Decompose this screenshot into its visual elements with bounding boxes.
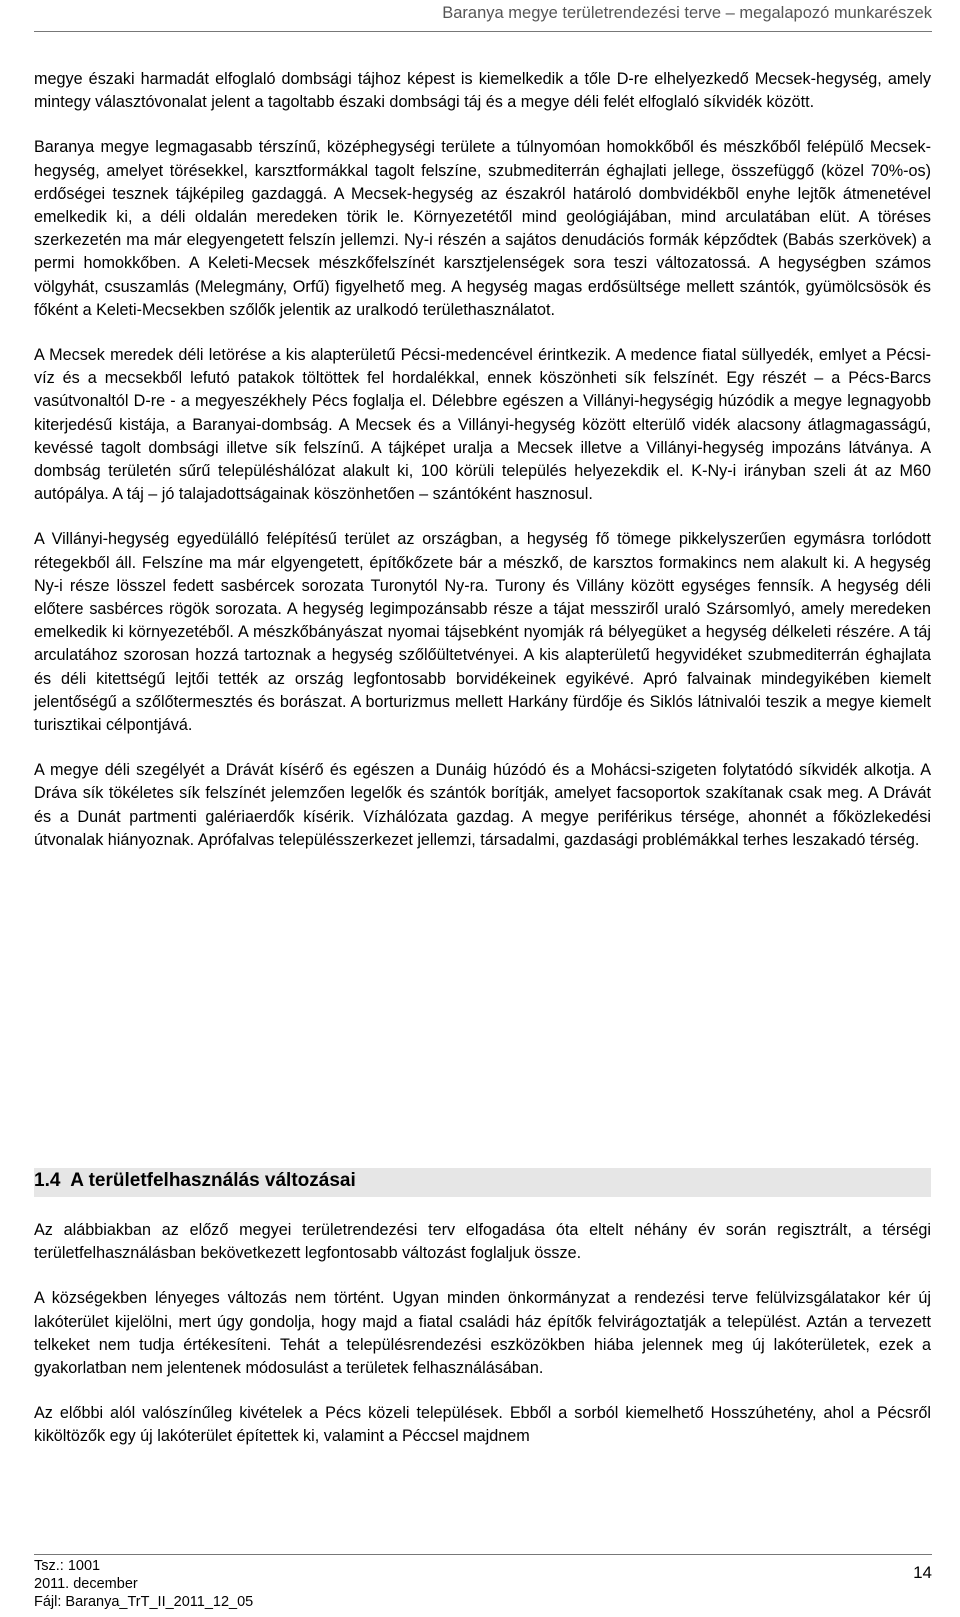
- section-heading: [34, 1168, 931, 1197]
- section-title: A területfelhasználás változásai: [70, 1170, 356, 1191]
- page-header: [34, 0, 932, 34]
- page-footer: [34, 1554, 932, 1617]
- header-divider: [34, 31, 932, 32]
- paragraph: A községekben lényeges változás nem történt. Ugyan minden önkormányzat a rendezési terve felülvizsgálatakor kér új lakóterület kijelölni, mert úgy gondolja, hogy majd a fiatal családi ház építők felvirágoztatják a települést. Aztán a tervezett telkeket nem tudja értékesíteni. Tehát a településrendezési eszközökben hiába jelennek meg új lakóterületek, ezek a gyakorlatban nem jelentenek módosulást a területek felhasználásában.: [34, 1289, 931, 1378]
- paragraph: Baranya megye legmagasabb térszínű, középhegységi területe a túlnyomóan homokkőből és mészkőből felépülő Mecsek-hegység, amelyet törésekkel, karsztformákkal tagolt felszíne, szubmediterrán éghajlati jellege, összefüggő (közel 70%-os) erdőségei tesznek tájképileg gazdaggá. A Mecsek-hegység az északról határoló dombvidékbõl enyhe lejtõk átmenetével emelkedik ki, a déli oldalán meredeken törik le. Környezetétől mind geológiájában, mind arculatában elüt. A töréses szerkezetén ma már elegyengetett felszín jellemzi. Ny-i részén a sajátos denudációs formák képződtek (Babás szerkövek) a permi homokkőben. A Keleti-Mecsek mészkőfelszínét karsztjelenségek sora teszi változatossá. A hegységben számos völgyhát, csuszamlás (Melegmány, Orfű) figyelhető meg. A hegység magas erdősültsége mellett szántók, gyümölcsösök és főként a Keleti-Mecsekben szőlők jelentik az uralkodó területhasználatot.: [34, 138, 931, 319]
- footer-date: 2011. december: [34, 1576, 138, 1592]
- section-heading-text: [34, 1170, 356, 1192]
- paragraph: A megye déli szegélyét a Drávát kísérő és egészen a Dunáig húzódó és a Mohácsi-szigeten folytatódó síkvidék alkotja. A Dráva sík tökéletes sík felszínét jelemzően legelők és szántók borítják, amelyet facsoportok szakítanak csak meg. A Drávát és a Dunát partmenti galériaerdők kísérik. Vízhálózata gazdag. A megye periférikus térsége, ahonnét a főközlekedési útvonalak hiányoznak. Aprófalvas településszerkezet jellemzi, társadalmi, gazdasági problémákkal terhes leszakadó térség.: [34, 761, 931, 849]
- header-title: Baranya megye területrendezési terve – megalapozó munkarészek: [442, 4, 932, 22]
- body-text-top: [34, 68, 931, 874]
- paragraph: megye északi harmadát elfoglaló dombsági tájhoz képest is kiemelkedik a tőle D-re elhelyezkedő Mecsek-hegység, amely mintegy választóvonalat jelent a tagoltabb északi dombsági táj és a megye déli felét elfoglaló síkvidék között.: [34, 70, 931, 112]
- paragraph: Az alábbiakban az előző megyei területrendezési terv elfogadása óta eltelt néhány év során regisztrált, a térségi területfelhasználásban bekövetkezett legfontosabb változást foglaljuk össze.: [34, 1221, 931, 1263]
- footer-filename: Fájl: Baranya_TrT_II_2011_12_05: [34, 1594, 254, 1610]
- paragraph: Az előbbi alól valószínűleg kivételek a Pécs közeli települések. Ebből a sorból kiemelhető Hosszúhetény, ahol a Pécsről kiköltözők egy új lakóterület építettek ki, valamint a Péccsel majdnem: [34, 1404, 931, 1446]
- body-text-bottom: [34, 1219, 931, 1471]
- paragraph: A Villányi-hegység egyedülálló felépítésű terület az országban, a hegység fő tömege pikkelyszerűen egymásra torlódott rétegekből áll. Felszíne ma már elgyengetett, építőkőzete bár a mészkő, de karsztos formakincs nem alakult ki. A hegység Ny-i része lösszel fedett sasbércek sorozata Turonytól Ny-ra. Turony és Villány között egységes fennsík. A hegység déli előtere sasbérces rögök sorozata. A hegység legimpozánsabb része a tájat messziről uraló Szársomlyó, amely meredeken emelkedik ki környezetéből. A mészkőbányászat nyomai tájsebként nyomják rá bélyegüket a hegység délkeleti részére. A táj arculatához szorosan hozzá tartoznak a hegység szőlőültetvényei. A kis alapterületű hegyvidéket szubmediterrán éghajlata és déli kitettségű lejtői tették az ország legfontosabb borvidékeinek egyikévé. Apró falvainak mindegyikében kiemelt jelentőségű a szőlőtermesztés és borászat. A borturizmus mellett Harkány fürdője és Siklós látnivalói teszik a megye kiemelt turisztikai célpontjává.: [34, 530, 931, 735]
- footer-project-number: Tsz.: 1001: [34, 1558, 101, 1574]
- page-number: 14: [913, 1563, 932, 1582]
- paragraph: A Mecsek meredek déli letörése a kis alapterületű Pécsi-medencével érintkezik. A medence fiatal süllyedék, emlyet a Pécsi-víz és a mecsekből lefutó patakok töltöttek fel hordalékkal, ennek köszönheti sík felszínét. Egy részét – a Pécs-Barcs vasútvonaltól D-re - a megyeszékhely Pécs foglalja el. Délebbre egészen a Villányi-hegységig húzódik a megye legnagyobb kiterjedésű kistája, a Baranyai-dombság. A Mecsek és a Villányi-hegység között elterülő vidék alacsony átlagmagasságú, kevéssé tagolt dombsági illetve sík felszínű. A tájképet uralja a Mecsek illetve a Villányi-hegység impozáns látványa. A dombság területén sűrű településhálózat alakult ki, 100 körüli település helyezekdik el. K-Ny-i irányban szeli át az M60 autópálya. A táj – jó talajadottságainak köszönhetően – szántóként hasznosul.: [34, 346, 931, 504]
- section-number: 1.4: [34, 1170, 61, 1191]
- footer-divider: [34, 1554, 932, 1555]
